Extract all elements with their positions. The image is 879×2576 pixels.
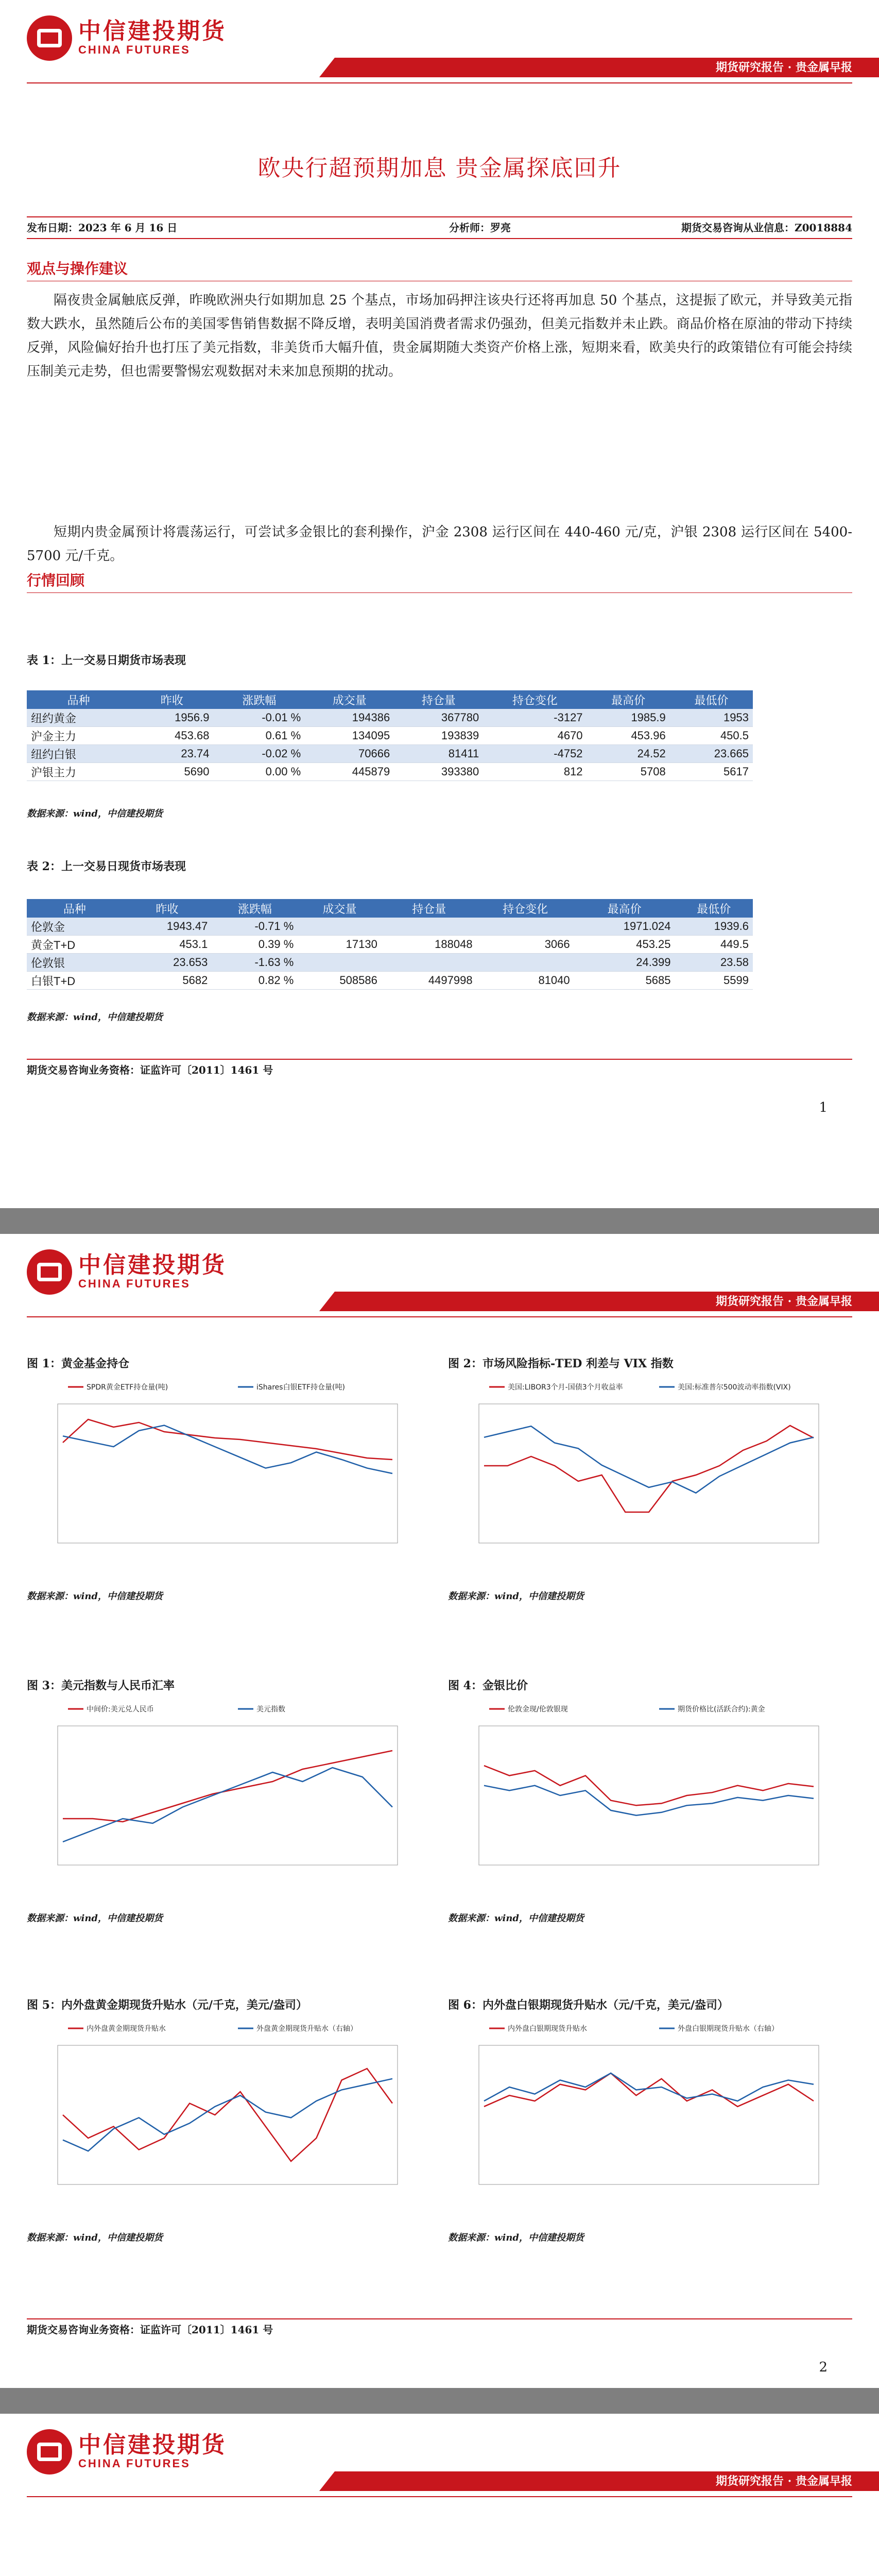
page-header [0,1234,879,1321]
plot-frame [58,1404,398,1543]
plot-frame [479,1404,819,1543]
report-meta [27,216,852,239]
spot-table [27,899,753,990]
table-cell: -0.01 % [213,709,305,727]
table-cell: 黄金T+D [27,936,123,954]
table-cell: 0.00 % [213,763,305,781]
legend-label: 内外盘黄金期现货升贴水 [87,2025,166,2033]
column-header: 成交量 [298,899,382,918]
legend-label: 内外盘白银期现货升贴水 [508,2025,587,2033]
table-cell: 4497998 [382,972,477,990]
series-line [63,1751,392,1822]
table-cell: 1953 [670,709,753,727]
table-cell [382,954,477,972]
table-row [27,972,753,990]
table-cell: 453.96 [587,727,670,745]
table-cell: 812 [483,763,587,781]
company-logo [27,1249,227,1295]
column-header: 持仓变化 [477,899,574,918]
chart-figure [448,1355,855,1602]
series-line [63,2069,392,2161]
table-cell: 393380 [394,763,483,781]
table1-source: 数据来源：wind，中信建投期货 [27,808,163,819]
table-row [27,763,753,781]
chart-figure [27,1355,434,1602]
table-row [27,745,753,763]
table-cell: 23.58 [675,954,753,972]
table-row [27,727,753,745]
logo-mark-icon [27,15,72,61]
table-cell: 23.653 [123,954,212,972]
column-header: 持仓变化 [483,690,587,709]
table-cell: 17130 [298,936,382,954]
table-cell: 453.25 [574,936,675,954]
table-cell: 0.39 % [212,936,298,954]
table-cell [298,954,382,972]
header-rule [27,2496,852,2497]
legend-label: SPDR黄金ETF持仓量(吨) [87,1383,168,1392]
table-cell: 5685 [574,972,675,990]
table-cell: 伦敦银 [27,954,123,972]
logo-en: CHINA FUTURES [78,2457,191,2470]
column-header: 最高价 [587,690,670,709]
column-header: 最低价 [675,899,753,918]
plot-frame [479,1726,819,1865]
table-cell: 1943.47 [123,918,212,936]
page-number: 1 [819,1100,828,1115]
chart-title: 图 1：黄金基金持仓 [27,1357,129,1370]
chart-figure [448,1677,855,1924]
logo-cn: 中信建投期货 [78,2432,227,2458]
series-line [484,2073,814,2107]
series-line [484,1426,814,1493]
column-header: 品种 [27,899,123,918]
page-header [0,2414,879,2501]
table-cell [477,954,574,972]
page-header [0,0,879,88]
column-header: 涨跌幅 [212,899,298,918]
chart-plot [448,2017,850,2213]
logo-mark-icon [27,2429,72,2475]
legend-label: 外盘白银期现货升贴水（右轴） [678,2025,779,2033]
company-logo [27,2429,227,2475]
table-cell: -0.02 % [213,745,305,763]
company-logo [27,15,227,61]
column-header: 品种 [27,690,130,709]
chart-plot [448,1698,850,1893]
table-cell: 白银T+D [27,972,123,990]
table-row [27,918,753,936]
table-cell: 453.1 [123,936,212,954]
table-cell: 5617 [670,763,753,781]
table-cell: -3127 [483,709,587,727]
table-cell: 24.52 [587,745,670,763]
table-cell: 453.68 [130,727,213,745]
section-rule [27,592,852,593]
column-header: 昨收 [130,690,213,709]
qualification: 期货交易咨询从业信息：Z0018884 [681,222,852,234]
table-cell: 沪银主力 [27,763,130,781]
table-cell: 1971.024 [574,918,675,936]
para-view: 隔夜贵金属触底反弹，昨晚欧洲央行如期加息 25 个基点，市场加码押注该央行还将再加息 50 个基点，这提振了欧元，并导致美元指数大跌水，虽然随后公布的美国零售销售数据不降反增，表明美国消费者需求仍强劲，但美元指数并未止跌。商品价格在原油的带动下持续反弹，风险偏好抬升也打压了美元指数，非美货币大幅升值，贵金属期随大类资产价格上涨，短期来看，欧美央行的政策错位有可能会持续压制美元走势，但也需要警惕宏观数据对未来加息预期的扰动。 [27,293,852,379]
table-cell: 0.61 % [213,727,305,745]
table-cell: 1956.9 [130,709,213,727]
legend-label: 美国:标准普尔500波动率指数(VIX) [678,1383,791,1392]
section-review: 行情回顾 [27,572,85,589]
table-cell: 81040 [477,972,574,990]
logo-cn: 中信建投期货 [78,18,227,44]
table2-caption: 表 2：上一交易日现货市场表现 [27,860,186,873]
table1-caption: 表 1：上一交易日期货市场表现 [27,654,186,667]
publish-date: 发布日期：2023 年 6 月 16 日 [27,222,178,234]
column-header: 最低价 [670,690,753,709]
chart-source: 数据来源：wind，中信建投期货 [448,1591,584,1602]
header-rule [27,1316,852,1317]
table-cell: 5599 [675,972,753,990]
logo-mark-icon [27,1249,72,1295]
table-cell: 1939.6 [675,918,753,936]
section-view: 观点与操作建议 [27,260,128,277]
table-cell: 194386 [305,709,394,727]
table2-source: 数据来源：wind，中信建投期货 [27,1012,163,1023]
series-line [63,1426,392,1474]
table-cell: 70666 [305,745,394,763]
table-cell [382,918,477,936]
chart-plot [27,1698,428,1893]
table-cell [477,918,574,936]
legend-label: 伦敦金现/伦敦银现 [508,1705,568,1714]
report-label: 期货研究报告 · 贵金属早报 [716,61,852,74]
chart-figure [27,1996,434,2244]
table-cell: 81411 [394,745,483,763]
page-number: 2 [819,2360,828,2375]
header-rule [27,82,852,83]
column-header: 涨跌幅 [213,690,305,709]
table-cell: 508586 [298,972,382,990]
table-header-row [27,899,753,918]
table-cell: 纽约白银 [27,745,130,763]
chart-title: 图 4：金银比价 [448,1679,528,1692]
chart-source: 数据来源：wind，中信建投期货 [27,2232,163,2243]
series-line [484,1426,814,1512]
column-header: 成交量 [305,690,394,709]
logo-en: CHINA FUTURES [78,43,191,56]
table-cell: -4752 [483,745,587,763]
plot-frame [58,2045,398,2184]
report-label: 期货研究报告 · 贵金属早报 [716,1295,852,1308]
plot-frame [479,2045,819,2184]
table-cell: 纽约黄金 [27,709,130,727]
table-cell: 1985.9 [587,709,670,727]
chart-source: 数据来源：wind，中信建投期货 [27,1913,163,1924]
series-line [63,1419,392,1460]
page-1 [0,0,879,1208]
legend-label: 美国:LIBOR3个月-国债3个月收益率 [508,1383,623,1392]
chart-plot [27,1376,428,1571]
table-cell: 5690 [130,763,213,781]
chart-title: 图 2：市场风险指标-TED 利差与 VIX 指数 [448,1357,674,1370]
table-cell: 沪金主力 [27,727,130,745]
table-cell [298,918,382,936]
chart-source: 数据来源：wind，中信建投期货 [27,1591,163,1602]
report-label: 期货研究报告 · 贵金属早报 [716,2475,852,2488]
table-header-row [27,690,753,709]
table-row [27,709,753,727]
column-header: 昨收 [123,899,212,918]
table-cell: 24.399 [574,954,675,972]
table-cell: 23.74 [130,745,213,763]
chart-plot [27,2017,428,2213]
para-strategy: 短期内贵金属预计将震荡运行，可尝试多金银比的套利操作，沪金 2308 运行区间在 440-460 元/克，沪银 2308 运行区间在 5400-5700 元/千克。 [27,524,852,564]
table-cell: 0.82 % [212,972,298,990]
table-cell: 445879 [305,763,394,781]
table-cell: 4670 [483,727,587,745]
table-cell: -1.63 % [212,954,298,972]
table-cell: 5708 [587,763,670,781]
legend-label: iShares白银ETF持仓量(吨) [256,1383,345,1392]
legend-label: 美元指数 [256,1705,285,1714]
chart-figure [27,1677,434,1924]
futures-table [27,690,753,781]
legend-label: 外盘黄金期现货升贴水（右轴） [256,2025,357,2033]
table-cell: -0.71 % [212,918,298,936]
page-footer: 期货交易咨询业务资格：证监许可〔2011〕1461 号 [27,2318,852,2340]
table-row [27,936,753,954]
series-line [63,2079,392,2151]
table-row [27,954,753,972]
legend-label: 中间价:美元兑人民币 [87,1705,154,1714]
page-footer: 期货交易咨询业务资格：证监许可〔2011〕1461 号 [27,1059,852,1080]
table-cell: 伦敦金 [27,918,123,936]
chart-title: 图 3：美元指数与人民币汇率 [27,1679,175,1692]
table-cell: 5682 [123,972,212,990]
table-cell: 367780 [394,709,483,727]
analyst: 分析师：罗亮 [449,222,511,234]
table-cell: 450.5 [670,727,753,745]
chart-title: 图 5：内外盘黄金期现货升贴水（元/千克，美元/盎司） [27,1998,308,2012]
page-3 [0,2414,879,2576]
chart-figure [448,1996,855,2244]
logo-cn: 中信建投期货 [78,1252,227,1278]
chart-plot [448,1376,850,1571]
page-2 [0,1234,879,2388]
column-header: 持仓量 [382,899,477,918]
chart-source: 数据来源：wind，中信建投期货 [448,2232,584,2243]
legend-label: 期货价格比(活跃合约):黄金 [678,1705,765,1714]
table-cell: 449.5 [675,936,753,954]
table-cell: 3066 [477,936,574,954]
column-header: 最高价 [574,899,675,918]
chart-source: 数据来源：wind，中信建投期货 [448,1913,584,1924]
table-cell: 134095 [305,727,394,745]
table-cell: 23.665 [670,745,753,763]
plot-frame [58,1726,398,1865]
chart-title: 图 6：内外盘白银期现货升贴水（元/千克，美元/盎司） [448,1998,729,2012]
series-line [63,1768,392,1842]
table-cell: 188048 [382,936,477,954]
column-header: 持仓量 [394,690,483,709]
logo-en: CHINA FUTURES [78,1277,191,1290]
report-title: 欧央行超预期加息 贵金属探底回升 [257,155,622,181]
table-cell: 193839 [394,727,483,745]
